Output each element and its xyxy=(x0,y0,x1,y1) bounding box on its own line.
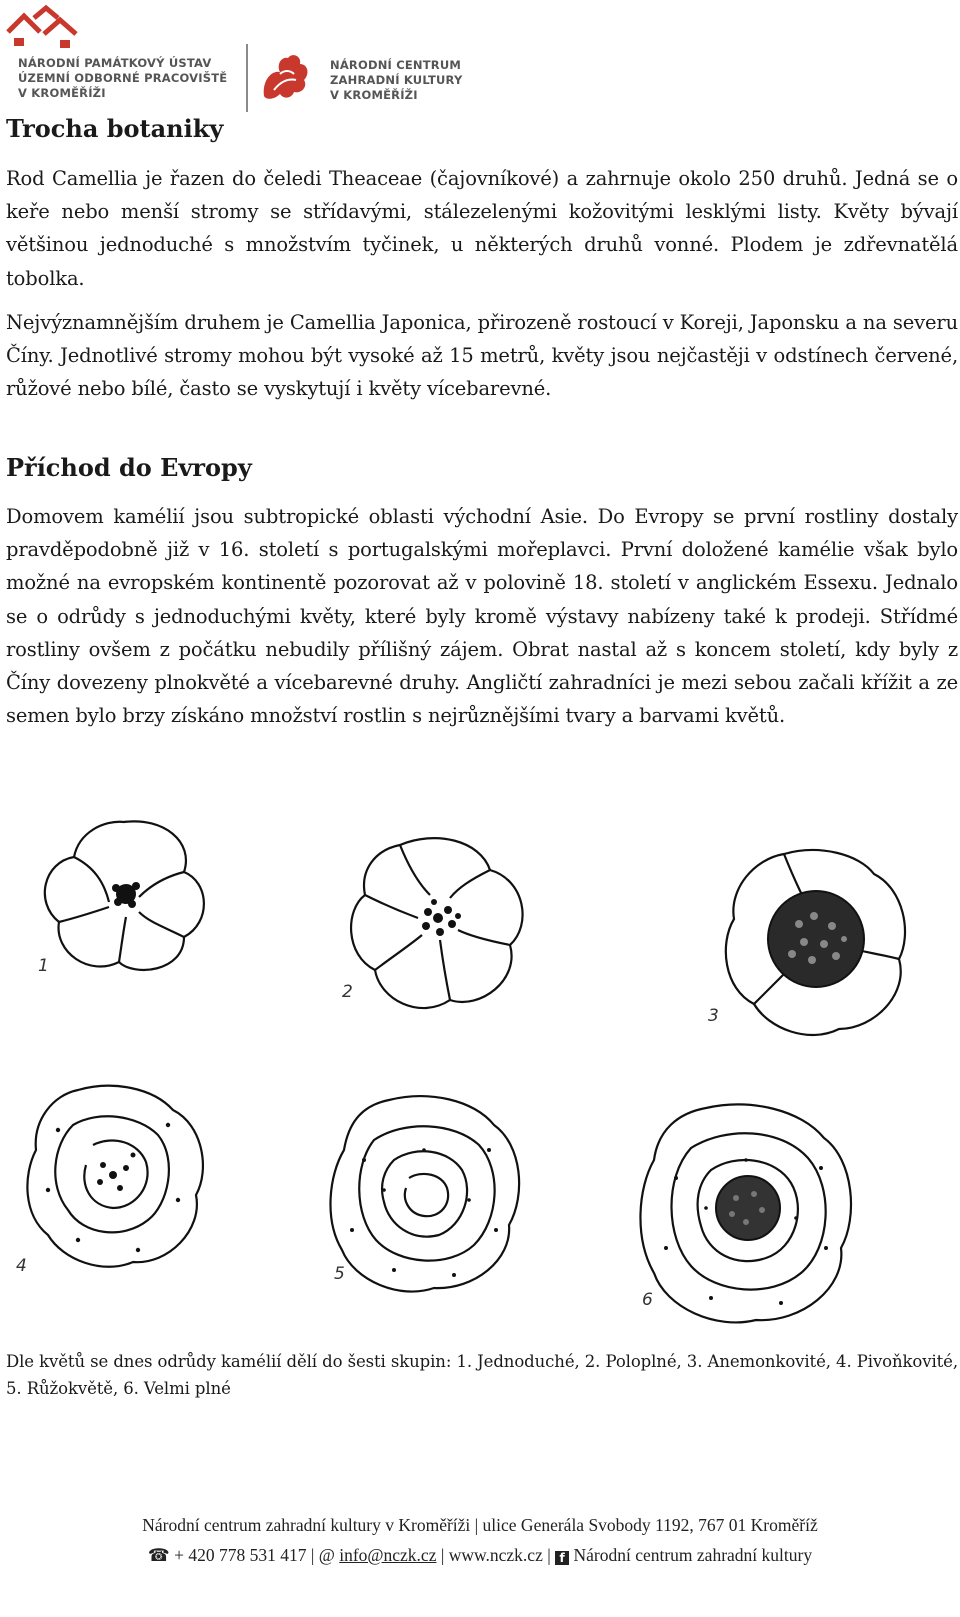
section-title-botany: Trocha botaniky xyxy=(6,114,224,143)
botany-paragraph-2: Nejvýznamnějším druhem je Camellia Japonica, přirozeně rostoucí v Koreji, Japonsku a na severu Číny. Jednotlivé stromy mohou být vysoké až 15 metrů, květy jsou nejčastěji v odstínech červené, růžové nebo bílé, často se vyskytují i květy vícebarevné. xyxy=(6,311,958,401)
figure-label-2: 2 xyxy=(342,982,353,1002)
org2-line: V KROMĚŘÍŽI xyxy=(330,88,418,102)
figure-label-6: 6 xyxy=(642,1290,653,1310)
footer-separator: | xyxy=(310,1545,315,1565)
footer-contacts xyxy=(0,1545,960,1566)
org1-line: ÚZEMNÍ ODBORNÉ PRACOVIŠTĚ xyxy=(18,71,228,85)
org2-line: ZAHRADNÍ KULTURY xyxy=(330,73,463,87)
figure-label-5: 5 xyxy=(334,1264,345,1284)
flower-anemone-icon xyxy=(714,844,914,1044)
footer-web-link[interactable]: www.nczk.cz xyxy=(448,1545,543,1565)
email-at-icon: @ xyxy=(318,1545,335,1565)
phone-icon: ☎ xyxy=(147,1545,170,1565)
section-title-europe: Příchod do Evropy xyxy=(6,453,252,482)
org1-line: V KROMĚŘÍŽI xyxy=(18,86,106,100)
facebook-icon: f xyxy=(555,1551,569,1565)
footer-separator: | xyxy=(440,1545,445,1565)
footer-phone[interactable]: + 420 778 531 417 xyxy=(174,1545,307,1565)
figure-caption: Dle květů se dnes odrůdy kamélií dělí do šesti skupin: 1. Jednoduché, 2. Poloplné, 3. Anemonkovité, 4. Pivoňkovité, 5. Růžokvětě, 6. Velmi plné xyxy=(6,1352,958,1398)
nczk-org-name xyxy=(330,58,462,103)
org2-line: NÁRODNÍ CENTRUM xyxy=(330,58,462,72)
flower-peony-icon xyxy=(18,1080,213,1275)
flower-rose-form-icon xyxy=(324,1090,529,1300)
npu-org-name xyxy=(18,56,227,101)
page-header xyxy=(0,0,960,112)
botany-paragraph-1: Rod Camellia je řazen do čeledi Theaceae (čajovníkové) a zahrnuje okolo 250 druhů. Jedná se o keře nebo menší stromy se střídavými, stálezelenými kožovitými lesklými listy. Květy bývají většinou jednoduché s množstvím tyčinek, u některých druhů vonné. Plodem je zdřevnatělá tobolka. xyxy=(6,167,958,290)
footer-separator: | xyxy=(547,1545,551,1565)
flower-single-icon xyxy=(34,812,214,982)
footer-facebook-link[interactable]: Národní centrum zahradní kultury xyxy=(573,1545,813,1565)
figure-label-4: 4 xyxy=(16,1256,27,1276)
footer-email-link[interactable]: info@nczk.cz xyxy=(339,1545,437,1565)
header-divider xyxy=(246,44,248,112)
figure-label-1: 1 xyxy=(38,956,49,976)
org1-line: NÁRODNÍ PAMÁTKOVÝ ÚSTAV xyxy=(18,56,212,70)
figure-label-3: 3 xyxy=(708,1006,719,1026)
flower-semi-double-icon xyxy=(340,830,535,1020)
europe-paragraph: Domovem kamélií jsou subtropické oblasti východní Asie. Do Evropy se první rostliny dostaly pravděpodobně již v 16. století s portugalskými mořeplavci. První doložené kamélie však bylo možné na evropském kontinentě pozorovat až v polovině 18. století v anglickém Essexu. Jednalo se o odrůdy s jednoduchými květy, které byly kromě výstavy nabízeny také k prodeji. Střídmé rostliny ovšem z počátku nebudily přílišný zájem. Obrat nastal až s koncem století, kdy byly z Číny dovezeny plnokvěté a vícebarevné druhy. Angličtí zahradníci je mezi sebou začali křížit a ze semen bylo brzy získáno množství rostlin s nejrůznějšími tvary a barvami květů. xyxy=(6,505,958,728)
npu-logo-icon xyxy=(4,4,82,50)
footer-address: Národní centrum zahradní kultury v Kroměříži | ulice Generála Svobody 1192, 767 01 Kroměříž xyxy=(142,1515,818,1535)
flower-formal-double-icon xyxy=(636,1098,858,1328)
nczk-logo-icon xyxy=(258,50,312,102)
